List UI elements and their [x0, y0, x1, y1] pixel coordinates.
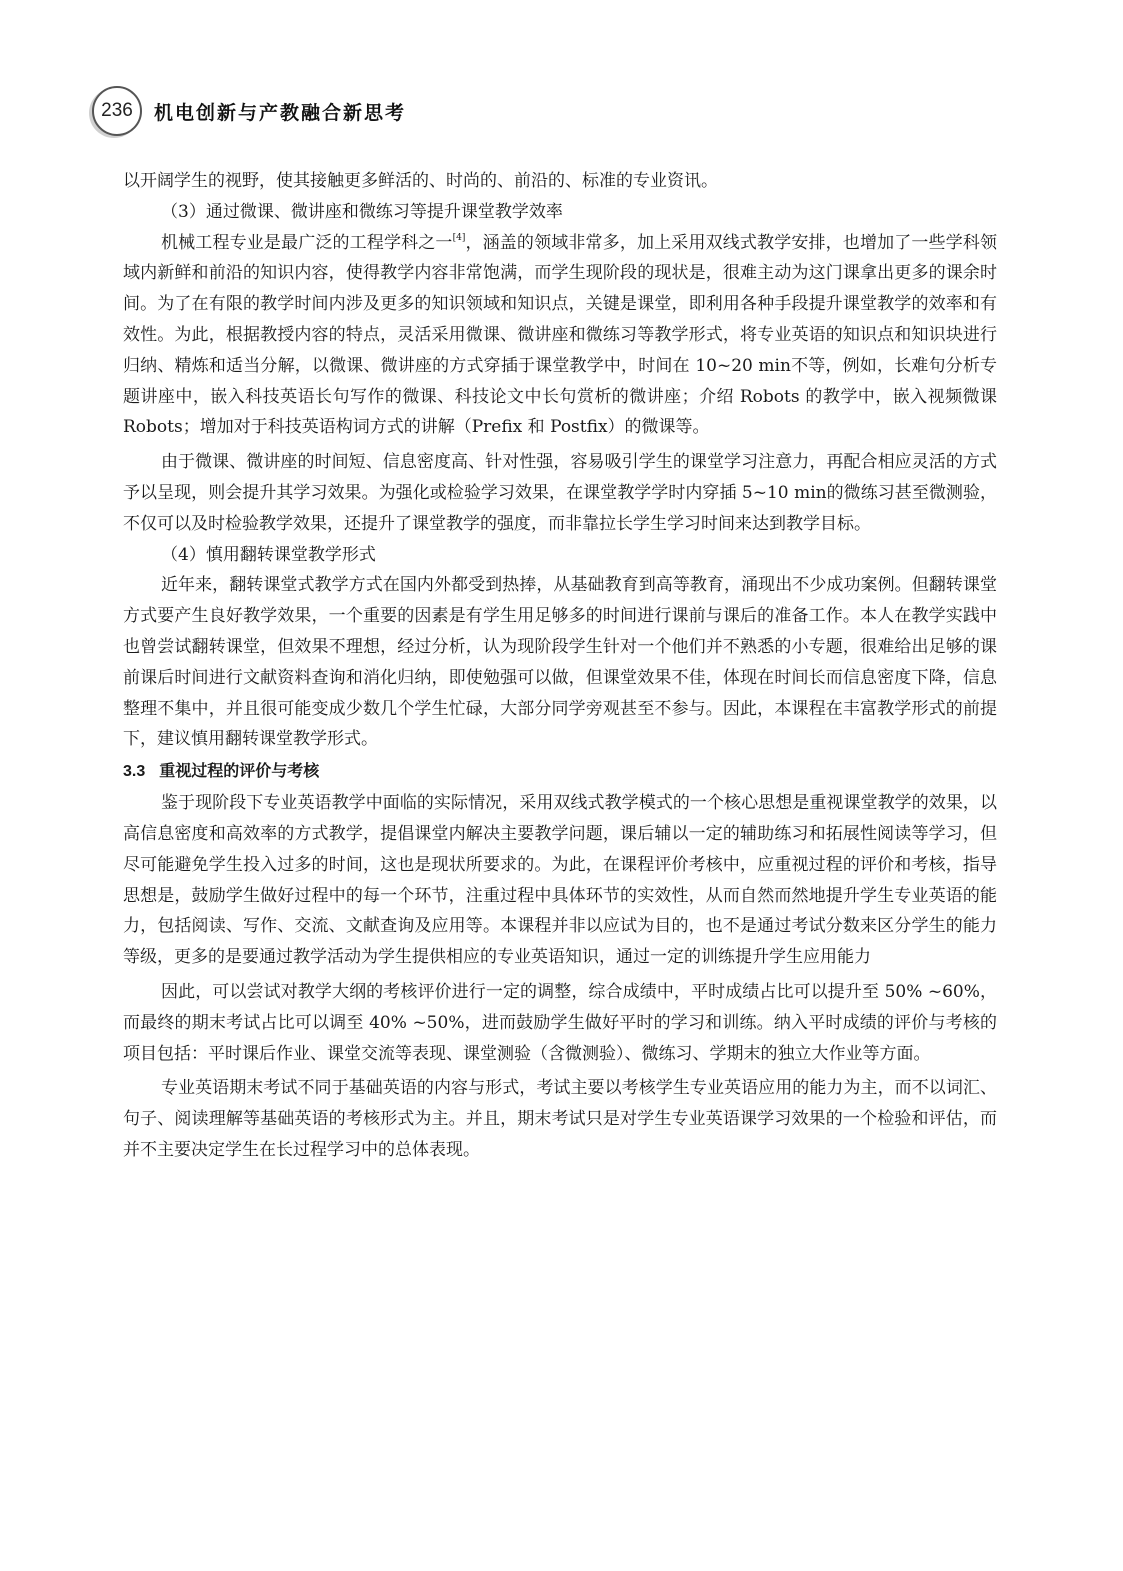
paragraph-text: ，涵盖的领域非常多，加上采用双线式教学安排，也增加了一些学科领域内新鲜和前沿的知识内容，使得教学内容非常饱满，而学生现阶段的现状是，很难主动为这门课拿出更多的课余时间。为了在有限的教学时间内涉及更多的知识领域和知识点，关键是课堂，即利用各种手段提升课堂教学的效率和有效性。为此，根据教授内容的特点，灵活采用微课、微讲座和微练习等教学形式，将专业英语的知识点和知识块进行归纳、精炼和适当分解，以微课、微讲座的方式穿插于课堂教学中，时间在 10~20 min不等，例如，长难句分析专题讲座中，嵌入科技英语长句写作的微课、科技论文中长句赏析的微讲座；介绍 Robots 的教学中，嵌入视频微课 Robots；增加对于科技英语构词方式的讲解（Prefix 和 Postfix）的微课等。 [123, 232, 998, 438]
paragraph-micro-effects: 由于微课、微讲座的时间短、信息密度高、针对性强，容易吸引学生的课堂学习注意力，再配合相应灵活的方式予以呈现，则会提升其学习效果。为强化或检验学习效果，在课堂教学学时内穿插 5~10 min的微练习甚至微测验，不仅可以及时检验教学效果，还提升了课堂教学的强度，而非靠拉长学生学习时间来达到教学目标。 [123, 452, 997, 534]
paragraph-grading-adjustment: 因此，可以尝试对教学大纲的考核评价进行一定的调整，综合成绩中，平时成绩占比可以提升至 50% ~60%，而最终的期末考试占比可以调至 40% ~50%，进而鼓励学生做好平时的学习和训练。纳入平时成绩的评价与考核的项目包括：平时课后作业、课堂交流等表现、课堂测验（含微测验）、微练习、学期末的独立大作业等方面。 [123, 981, 997, 1064]
book-title: 机电创新与产教融合新思考 [154, 101, 407, 124]
list-item-4: （4）慎用翻转课堂教学形式 [161, 544, 376, 565]
page-body [123, 166, 997, 1166]
running-header [92, 86, 406, 136]
section-heading [123, 756, 997, 787]
paragraph-text: 机械工程专业是最广泛的工程学科之一 [161, 232, 453, 253]
section-title: 重视过程的评价与考核 [159, 761, 320, 781]
paragraph-process-evaluation: 鉴于现阶段下专业英语教学中面临的实际情况，采用双线式教学模式的一个核心思想是重视课堂教学的效果，以高信息密度和高效率的方式教学，提倡课堂内解决主要教学问题，课后辅以一定的辅助练习和拓展性阅读等学习，但尽可能避免学生投入过多的时间，这也是现状所要求的。为此，在课程评价考核中，应重视过程的评价和考核，指导思想是，鼓励学生做好过程中的每一个环节，注重过程中具体环节的实效性，从而自然而然地提升学生专业英语的能力，包括阅读、写作、交流、文献查询及应用等。本课程并非以应试为目的，也不是通过考试分数来区分学生的能力等级，更多的是要通过教学活动为学生提供相应的专业英语知识，通过一定的训练提升学生应用能力 [123, 793, 997, 968]
paragraph-continuation: 以开阔学生的视野，使其接触更多鲜活的、时尚的、前沿的、标准的专业资讯。 [123, 171, 718, 191]
paragraph-flipped-classroom: 近年来，翻转课堂式教学方式在国内外都受到热捧，从基础教育到高等教育，涌现出不少成功案例。但翻转课堂方式要产生良好教学效果，一个重要的因素是有学生用足够多的时间进行课前与课后的准备工作。本人在教学实践中也曾尝试翻转课堂，但效果不理想，经过分析，认为现阶段学生针对一个他们并不熟悉的小专题，很难给出足够的课前课后时间进行文献资料查询和消化归纳，即使勉强可以做，但课堂效果不佳，体现在时间长而信息密度下降，信息整理不集中，并且很可能变成少数几个学生忙碌，大部分同学旁观甚至不参与。因此，本课程在丰富教学形式的前提下，建议慎用翻转课堂教学形式。 [123, 575, 997, 750]
paragraph-final-exam: 专业英语期末考试不同于基础英语的内容与形式，考试主要以考核学生专业英语应用的能力为主，而不以词汇、句子、阅读理解等基础英语的考核形式为主。并且，期末考试只是对学生专业英语课学习效果的一个检验和评估，而并不主要决定学生在长过程学习中的总体表现。 [123, 1078, 997, 1160]
page-number: 236 [92, 86, 142, 136]
section-number: 3.3 [123, 763, 146, 781]
citation-ref[interactable]: [4] [452, 232, 466, 243]
paragraph-micro-courses [123, 228, 997, 444]
list-item-3: （3）通过微课、微讲座和微练习等提升课堂教学效率 [161, 201, 563, 222]
